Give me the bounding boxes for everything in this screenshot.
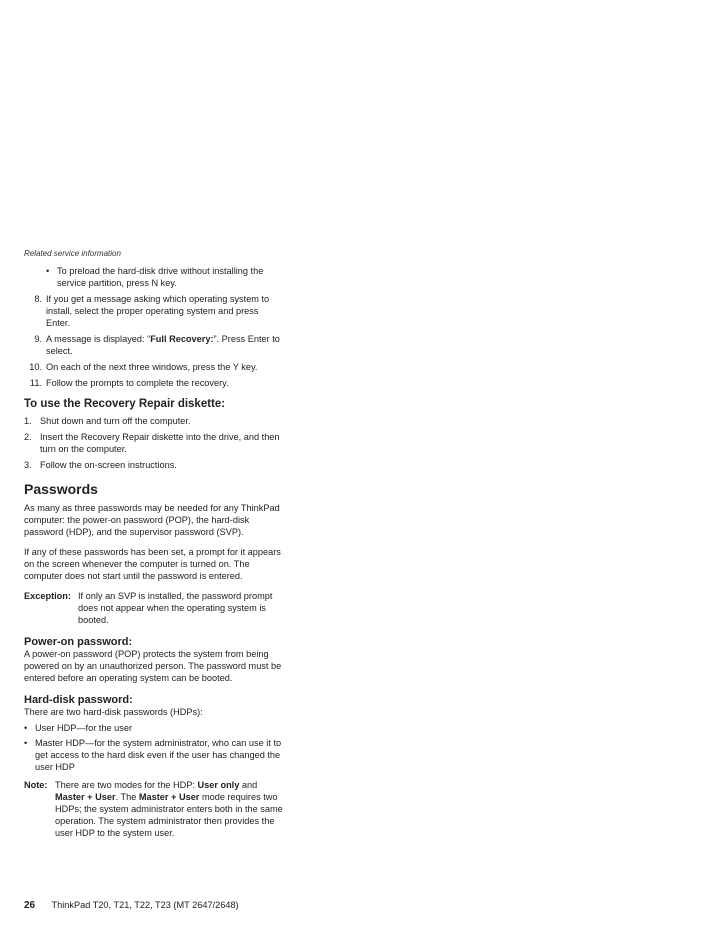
subsection-heading: Power-on password: (24, 636, 133, 648)
bullet-list (24, 722, 284, 773)
list-item (24, 333, 284, 357)
list-item-text: Shut down and turn off the computer. (40, 416, 191, 426)
section-heading: To use the Recovery Repair diskette: (24, 398, 226, 410)
subsection-heading: Hard-disk password: (24, 694, 133, 706)
exception-label: Exception: (24, 591, 71, 601)
step-number: 9. (34, 334, 42, 344)
paragraph: There are two hard-disk passwords (HDPs): (24, 707, 203, 717)
list-item (24, 431, 284, 455)
text-run: ”. Press Enter to select. (46, 334, 280, 356)
exception-text: If only an SVP is installed, the password prompt does not appear when the operating system is booted. (78, 591, 273, 625)
step-number: 1. (24, 416, 32, 426)
chapter-heading: Passwords (24, 481, 98, 497)
list-item (24, 361, 284, 373)
list-item-text (46, 334, 280, 356)
list-item (24, 722, 284, 734)
note-callout (24, 779, 284, 839)
text-run: mode requires two HDPs; the system administrator enters both in the same operation. The system administrator then provides the user HDP to the system user. (55, 792, 283, 838)
list-item (24, 265, 284, 289)
note-label: Note: (24, 780, 48, 790)
bullet-icon: • (46, 266, 50, 276)
list-item-text: If you get a message asking which operating system to install, select the proper operating system and press Enter. (46, 294, 270, 328)
list-item (24, 377, 284, 389)
paragraph: A power-on password (POP) protects the system from being powered on by an unauthorized person. The password must be entered before an operating system can be booted. (24, 649, 282, 683)
footer-title: ThinkPad T20, T21, T22, T23 (MT 2647/2648) (51, 900, 239, 910)
exception-callout (24, 590, 284, 626)
page-content (24, 248, 284, 847)
list-item-text: On each of the next three windows, press the Y key. (46, 362, 258, 372)
step-number: 11. (29, 378, 42, 388)
bullet-icon: • (24, 723, 28, 733)
step-number: 2. (24, 432, 32, 442)
list-item-text: Follow the on-screen instructions. (40, 460, 177, 470)
text-run: A message is displayed: “ (46, 334, 151, 344)
bold-text: Master + User (138, 792, 200, 802)
numbered-list (24, 415, 284, 471)
paragraph: As many as three passwords may be needed for any ThinkPad computer: the power-on password (POP), the hard-disk password (HDP), and the supervisor password (SVP). (24, 503, 280, 537)
bullet-icon: • (24, 738, 28, 748)
list-item (24, 459, 284, 471)
page-number: 26 (24, 900, 36, 911)
bold-text: Full Recovery: (150, 334, 214, 344)
step-number: 8. (34, 294, 42, 304)
bold-text: Master + User (55, 792, 116, 802)
list-item (24, 293, 284, 329)
list-item (24, 415, 284, 427)
text-run: There are two modes for the HDP: (55, 780, 198, 790)
text-run: and (239, 780, 258, 790)
list-item-text: Master HDP—for the system administrator, who can use it to get access to the hard disk even if the user has changed the user HDP (35, 738, 282, 772)
running-header: Related service information (24, 249, 121, 258)
paragraph: If any of these passwords has been set, a prompt for it appears on the screen whenever the computer is turned on. The computer does not start until the password is entered. (24, 547, 281, 581)
list-item-text: To preload the hard-disk drive without installing the service partition, press N key. (57, 266, 264, 288)
bold-text: User only (197, 780, 240, 790)
page-footer (24, 900, 239, 911)
step-number: 3. (24, 460, 32, 470)
list-item-text: User HDP—for the user (35, 723, 133, 733)
list-item-text: Insert the Recovery Repair diskette into the drive, and then turn on the computer. (40, 432, 280, 454)
list-item (24, 737, 284, 773)
list-item-text: Follow the prompts to complete the recovery. (46, 378, 229, 388)
step-number: 10. (29, 362, 42, 372)
note-text (55, 779, 284, 839)
text-run: . The (115, 792, 139, 802)
